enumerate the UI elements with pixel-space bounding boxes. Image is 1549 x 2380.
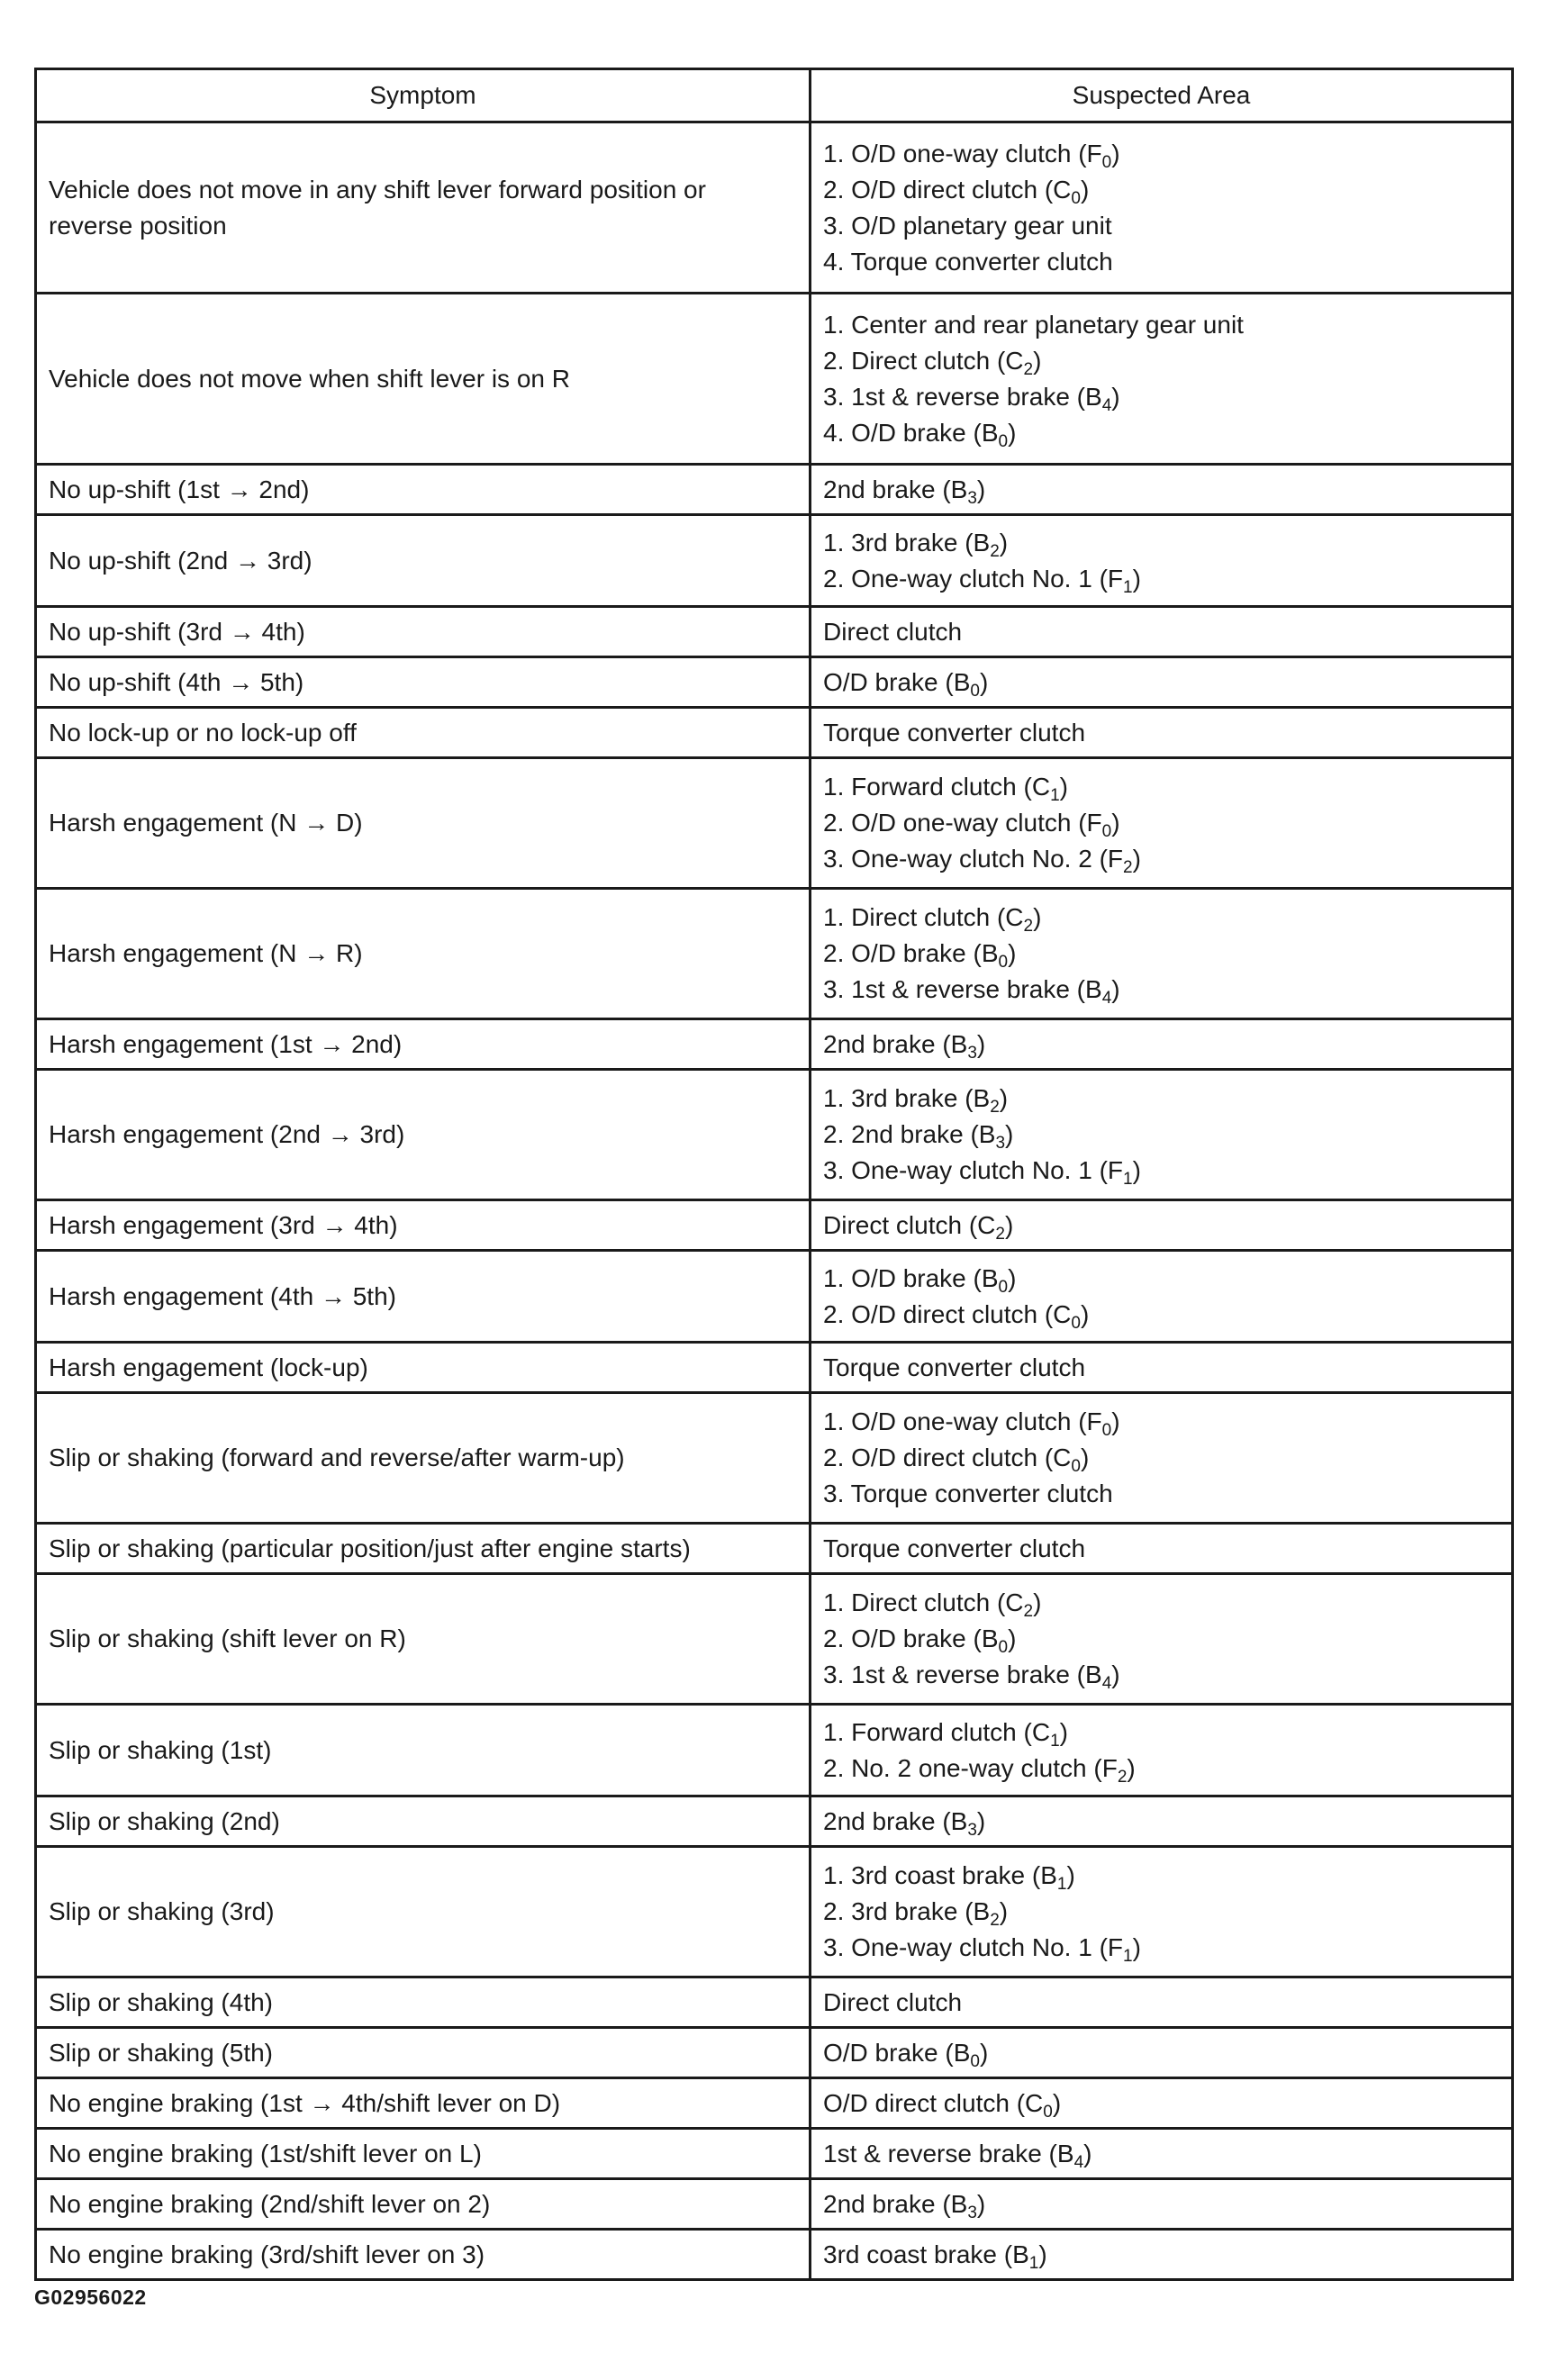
subscript: 0 bbox=[1101, 152, 1112, 172]
subscript: 2 bbox=[990, 1911, 1000, 1930]
suspected-area-item: 2. Direct clutch $(C_2)$ bbox=[823, 346, 1042, 379]
symptom-text: Slip or shaking (forward and reverse/after warm-up) bbox=[49, 1443, 625, 1471]
suspected-area-item: 2nd brake $(B_3)$ bbox=[823, 2189, 986, 2222]
diagnosis-table-container bbox=[34, 68, 1511, 2281]
symptom-cell bbox=[36, 758, 811, 889]
suspected-area-item: 1. O/D one-way clutch $(F_0)$ bbox=[823, 139, 1120, 172]
symptom-cell bbox=[36, 2028, 811, 2078]
table-row bbox=[36, 465, 1513, 515]
suspected-area-item: 3. O/D planetary gear unit bbox=[823, 211, 1112, 240]
suspected-area-cell bbox=[811, 1977, 1513, 2028]
suspected-area-item: O/D brake $(B_0)$ bbox=[823, 667, 989, 701]
suspected-area-cell bbox=[811, 1343, 1513, 1393]
suspected-area-item: 2. O/D brake $(B_0)$ bbox=[823, 939, 1017, 972]
suspected-area-item: 2nd brake $(B_3)$ bbox=[823, 1806, 986, 1840]
subscript: 4 bbox=[1073, 2152, 1084, 2172]
subscript: 3 bbox=[967, 488, 977, 508]
symptom-cell bbox=[36, 2230, 811, 2280]
symptom-text: No engine braking (2nd/shift lever on 2) bbox=[49, 2189, 491, 2218]
symptom-cell bbox=[36, 1343, 811, 1393]
table-row bbox=[36, 1343, 1513, 1393]
symptom-text: Harsh engagement (1st → 2nd) bbox=[49, 1029, 403, 1058]
symptom-text: No engine braking (1st → 4th/shift lever on D) bbox=[49, 2088, 561, 2117]
subscript: 3 bbox=[967, 1043, 977, 1063]
table-row bbox=[36, 294, 1513, 465]
symptom-text: No up-shift (3rd → 4th) bbox=[49, 617, 305, 646]
table-row bbox=[36, 2129, 1513, 2179]
suspected-area-item: 3. 1st & reverse brake $(B_4)$ bbox=[823, 382, 1120, 415]
table-row bbox=[36, 2028, 1513, 2078]
subscript: 0 bbox=[1071, 1313, 1081, 1333]
subscript: 0 bbox=[1071, 188, 1081, 208]
suspected-area-cell bbox=[811, 1019, 1513, 1070]
table-row bbox=[36, 122, 1513, 294]
subscript: 1 bbox=[1028, 2253, 1039, 2273]
suspected-area-item: 3rd coast brake $(B_1)$ bbox=[823, 2240, 1047, 2273]
subscript: 1 bbox=[1050, 786, 1060, 805]
figure-code: G02956022 bbox=[34, 2285, 147, 2309]
suspected-area-cell bbox=[811, 1070, 1513, 1200]
symptom-text: Harsh engagement (lock-up) bbox=[49, 1353, 368, 1381]
table-row bbox=[36, 515, 1513, 607]
symptom-cell bbox=[36, 1070, 811, 1200]
table-row bbox=[36, 1977, 1513, 2028]
subscript: 1 bbox=[1123, 1947, 1133, 1966]
subscript: 3 bbox=[967, 1820, 977, 1840]
symptom-cell bbox=[36, 1200, 811, 1251]
suspected-area-item: 1. Center and rear planetary gear unit bbox=[823, 310, 1244, 339]
subscript: 0 bbox=[998, 1638, 1009, 1657]
suspected-area-item: 2. O/D direct clutch $(C_0)$ bbox=[823, 1299, 1090, 1333]
symptom-text: Harsh engagement (3rd → 4th) bbox=[49, 1210, 398, 1239]
suspected-area-item: 1. Forward clutch $(C_1)$ bbox=[823, 773, 1068, 805]
suspected-area-item: 3. 1st & reverse brake $(B_4)$ bbox=[823, 975, 1120, 1008]
symptom-cell bbox=[36, 1705, 811, 1796]
table-row bbox=[36, 1524, 1513, 1574]
table-row bbox=[36, 1796, 1513, 1847]
suspected-area-cell bbox=[811, 657, 1513, 708]
suspected-area-cell bbox=[811, 122, 1513, 294]
symptom-text: Harsh engagement (2nd → 3rd) bbox=[49, 1120, 405, 1148]
suspected-area-cell bbox=[811, 1796, 1513, 1847]
suspected-area-item: Torque converter clutch bbox=[823, 1353, 1086, 1381]
symptom-cell bbox=[36, 515, 811, 607]
symptom-text: Slip or shaking (1st) bbox=[49, 1735, 272, 1764]
suspected-area-cell bbox=[811, 607, 1513, 657]
subscript: 0 bbox=[1043, 2102, 1053, 2122]
suspected-area-item: 1. Direct clutch $(C_2)$ bbox=[823, 903, 1042, 936]
symptom-cell bbox=[36, 607, 811, 657]
subscript: 1 bbox=[1123, 1170, 1133, 1189]
suspected-area-cell bbox=[811, 708, 1513, 758]
symptom-text: No up-shift (2nd → 3rd) bbox=[49, 546, 313, 575]
subscript: 1 bbox=[1123, 577, 1133, 597]
table-row bbox=[36, 2230, 1513, 2280]
suspected-area-cell bbox=[811, 294, 1513, 465]
table-row bbox=[36, 889, 1513, 1019]
suspected-area-item: 3. 1st & reverse brake $(B_4)$ bbox=[823, 1661, 1120, 1693]
table-row bbox=[36, 1200, 1513, 1251]
symptom-cell bbox=[36, 1019, 811, 1070]
subscript: 0 bbox=[998, 431, 1009, 451]
subscript: 2 bbox=[1117, 1767, 1128, 1787]
suspected-area-cell bbox=[811, 1847, 1513, 1977]
symptom-cell bbox=[36, 465, 811, 515]
subscript: 0 bbox=[970, 2051, 980, 2071]
symptom-text: No up-shift (4th → 5th) bbox=[49, 667, 304, 696]
subscript: 2 bbox=[990, 1098, 1000, 1117]
suspected-area-item: 3. One-way clutch No. 1 $(F_1)$ bbox=[823, 1933, 1141, 1966]
suspected-area-cell bbox=[811, 1393, 1513, 1524]
suspected-area-item: 1. 3rd brake $(B_2)$ bbox=[823, 1084, 1009, 1117]
symptom-cell bbox=[36, 1393, 811, 1524]
suspected-area-cell bbox=[811, 1574, 1513, 1705]
table-row bbox=[36, 1705, 1513, 1796]
subscript: 4 bbox=[1101, 395, 1112, 415]
suspected-area-item: 4. O/D brake $(B_0)$ bbox=[823, 418, 1017, 451]
suspected-area-item: 1. 3rd coast brake $(B_1)$ bbox=[823, 1861, 1075, 1894]
suspected-area-item: 1st & reverse brake $(B_4)$ bbox=[823, 2139, 1092, 2172]
suspected-area-item: 3. One-way clutch No. 1 $(F_1)$ bbox=[823, 1156, 1141, 1189]
suspected-area-cell bbox=[811, 1524, 1513, 1574]
suspected-area-item: 1. O/D one-way clutch $(F_0)$ bbox=[823, 1407, 1120, 1440]
symptom-cell bbox=[36, 1524, 811, 1574]
table-body bbox=[36, 122, 1513, 2280]
symptom-text: Harsh engagement (N → R) bbox=[49, 939, 363, 967]
header-symptom: Symptom bbox=[36, 69, 811, 122]
subscript: 0 bbox=[1071, 1457, 1081, 1476]
symptom-text: Vehicle does not move when shift lever is on R bbox=[49, 364, 570, 393]
symptom-text: No up-shift (1st → 2nd) bbox=[49, 475, 310, 503]
subscript: 2 bbox=[1023, 917, 1034, 936]
table-header-row bbox=[36, 69, 1513, 122]
suspected-area-item: 2. O/D brake $(B_0)$ bbox=[823, 1624, 1017, 1657]
suspected-area-item: 2. O/D direct clutch $(C_0)$ bbox=[823, 1443, 1090, 1476]
symptom-cell bbox=[36, 2129, 811, 2179]
suspected-area-item: Torque converter clutch bbox=[823, 1534, 1086, 1562]
subscript: 3 bbox=[967, 2203, 977, 2222]
symptom-cell bbox=[36, 1977, 811, 2028]
symptom-text: Vehicle does not move in any shift lever forward position or bbox=[49, 175, 706, 204]
subscript: 2 bbox=[995, 1224, 1005, 1244]
symptom-text: Slip or shaking (2nd) bbox=[49, 1806, 280, 1835]
suspected-area-item: 2. 3rd brake $(B_2)$ bbox=[823, 1897, 1009, 1930]
suspected-area-item: 2. O/D one-way clutch $(F_0)$ bbox=[823, 809, 1120, 841]
subscript: 0 bbox=[998, 953, 1009, 972]
table-row bbox=[36, 758, 1513, 889]
symptom-cell bbox=[36, 2078, 811, 2129]
table-row bbox=[36, 657, 1513, 708]
suspected-area-item: 3. One-way clutch No. 2 $(F_2)$ bbox=[823, 845, 1141, 877]
subscript: 4 bbox=[1101, 1674, 1112, 1693]
symptom-text: Slip or shaking (5th) bbox=[49, 2038, 274, 2067]
subscript: 1 bbox=[1050, 1731, 1060, 1751]
subscript: 2 bbox=[990, 541, 1000, 561]
table-row bbox=[36, 2078, 1513, 2129]
symptom-text: No engine braking (1st/shift lever on L) bbox=[49, 2139, 482, 2167]
suspected-area-item: 2. 2nd brake $(B_3)$ bbox=[823, 1120, 1014, 1153]
table-row bbox=[36, 2179, 1513, 2230]
suspected-area-item: 4. Torque converter clutch bbox=[823, 247, 1113, 276]
symptom-text: Slip or shaking (3rd) bbox=[49, 1897, 275, 1925]
symptom-text: Slip or shaking (4th) bbox=[49, 1987, 274, 2016]
suspected-area-cell bbox=[811, 1705, 1513, 1796]
symptom-cell bbox=[36, 2179, 811, 2230]
suspected-area-item: 2. O/D direct clutch $(C_0)$ bbox=[823, 175, 1090, 208]
suspected-area-item: 2nd brake $(B_3)$ bbox=[823, 475, 986, 508]
suspected-area-cell bbox=[811, 758, 1513, 889]
symptom-cell bbox=[36, 889, 811, 1019]
suspected-area-cell bbox=[811, 465, 1513, 515]
symptom-text: Harsh engagement (4th → 5th) bbox=[49, 1281, 396, 1310]
subscript: 0 bbox=[1101, 1421, 1112, 1440]
suspected-area-cell bbox=[811, 515, 1513, 607]
suspected-area-item: Direct clutch bbox=[823, 617, 963, 646]
table-row bbox=[36, 607, 1513, 657]
suspected-area-cell bbox=[811, 1200, 1513, 1251]
subscript: 0 bbox=[970, 681, 980, 701]
suspected-area-item: 1. Direct clutch $(C_2)$ bbox=[823, 1588, 1042, 1621]
suspected-area-item: 1. Forward clutch $(C_1)$ bbox=[823, 1717, 1068, 1751]
symptom-cell bbox=[36, 1796, 811, 1847]
suspected-area-cell bbox=[811, 2129, 1513, 2179]
symptom-text: Slip or shaking (shift lever on R) bbox=[49, 1624, 406, 1652]
suspected-area-item: 1. 3rd brake $(B_2)$ bbox=[823, 528, 1009, 561]
suspected-area-item: Direct clutch bbox=[823, 1987, 963, 2016]
suspected-area-cell bbox=[811, 2230, 1513, 2280]
subscript: 1 bbox=[1056, 1875, 1067, 1894]
suspected-area-cell bbox=[811, 2179, 1513, 2230]
symptom-text: No lock-up or no lock-up off bbox=[49, 718, 357, 747]
subscript: 2 bbox=[1023, 1602, 1034, 1621]
suspected-area-item: Direct clutch $(C_2)$ bbox=[823, 1210, 1014, 1244]
table-row bbox=[36, 1574, 1513, 1705]
suspected-area-item: 1. O/D brake $(B_0)$ bbox=[823, 1263, 1017, 1297]
table-row bbox=[36, 1251, 1513, 1343]
header-suspected-area: Suspected Area bbox=[811, 69, 1513, 122]
table-row bbox=[36, 1393, 1513, 1524]
symptom-cell bbox=[36, 1574, 811, 1705]
subscript: 4 bbox=[1101, 989, 1112, 1008]
suspected-area-item: Torque converter clutch bbox=[823, 718, 1086, 747]
suspected-area-item: O/D direct clutch $(C_0)$ bbox=[823, 2088, 1062, 2122]
subscript: 3 bbox=[995, 1134, 1006, 1153]
suspected-area-cell bbox=[811, 1251, 1513, 1343]
subscript: 2 bbox=[1023, 359, 1034, 379]
suspected-area-cell bbox=[811, 889, 1513, 1019]
suspected-area-item: 2. No. 2 one-way clutch $(F_2)$ bbox=[823, 1753, 1136, 1787]
suspected-area-item: 2. One-way clutch No. 1 $(F_1)$ bbox=[823, 564, 1141, 597]
subscript: 0 bbox=[998, 1277, 1009, 1297]
symptom-cell bbox=[36, 708, 811, 758]
table-row bbox=[36, 1070, 1513, 1200]
symptom-cell bbox=[36, 1847, 811, 1977]
symptom-cell bbox=[36, 657, 811, 708]
symptom-cell bbox=[36, 122, 811, 294]
suspected-area-cell bbox=[811, 2028, 1513, 2078]
suspected-area-item: 2nd brake $(B_3)$ bbox=[823, 1029, 986, 1063]
subscript: 2 bbox=[1123, 858, 1133, 877]
symptom-text: reverse position bbox=[49, 211, 227, 240]
symptom-cell bbox=[36, 1251, 811, 1343]
subscript: 0 bbox=[1101, 822, 1112, 841]
table-row bbox=[36, 1019, 1513, 1070]
suspected-area-item: 3. Torque converter clutch bbox=[823, 1480, 1113, 1507]
symptom-text: No engine braking (3rd/shift lever on 3) bbox=[49, 2240, 485, 2268]
table-row bbox=[36, 1847, 1513, 1977]
symptom-cell bbox=[36, 294, 811, 465]
table-row bbox=[36, 708, 1513, 758]
suspected-area-item: O/D brake $(B_0)$ bbox=[823, 2038, 989, 2071]
symptom-text: Slip or shaking (particular position/just after engine starts) bbox=[49, 1534, 691, 1562]
symptom-table bbox=[34, 68, 1514, 2281]
symptom-text: Harsh engagement (N → D) bbox=[49, 809, 363, 837]
suspected-area-cell bbox=[811, 2078, 1513, 2129]
